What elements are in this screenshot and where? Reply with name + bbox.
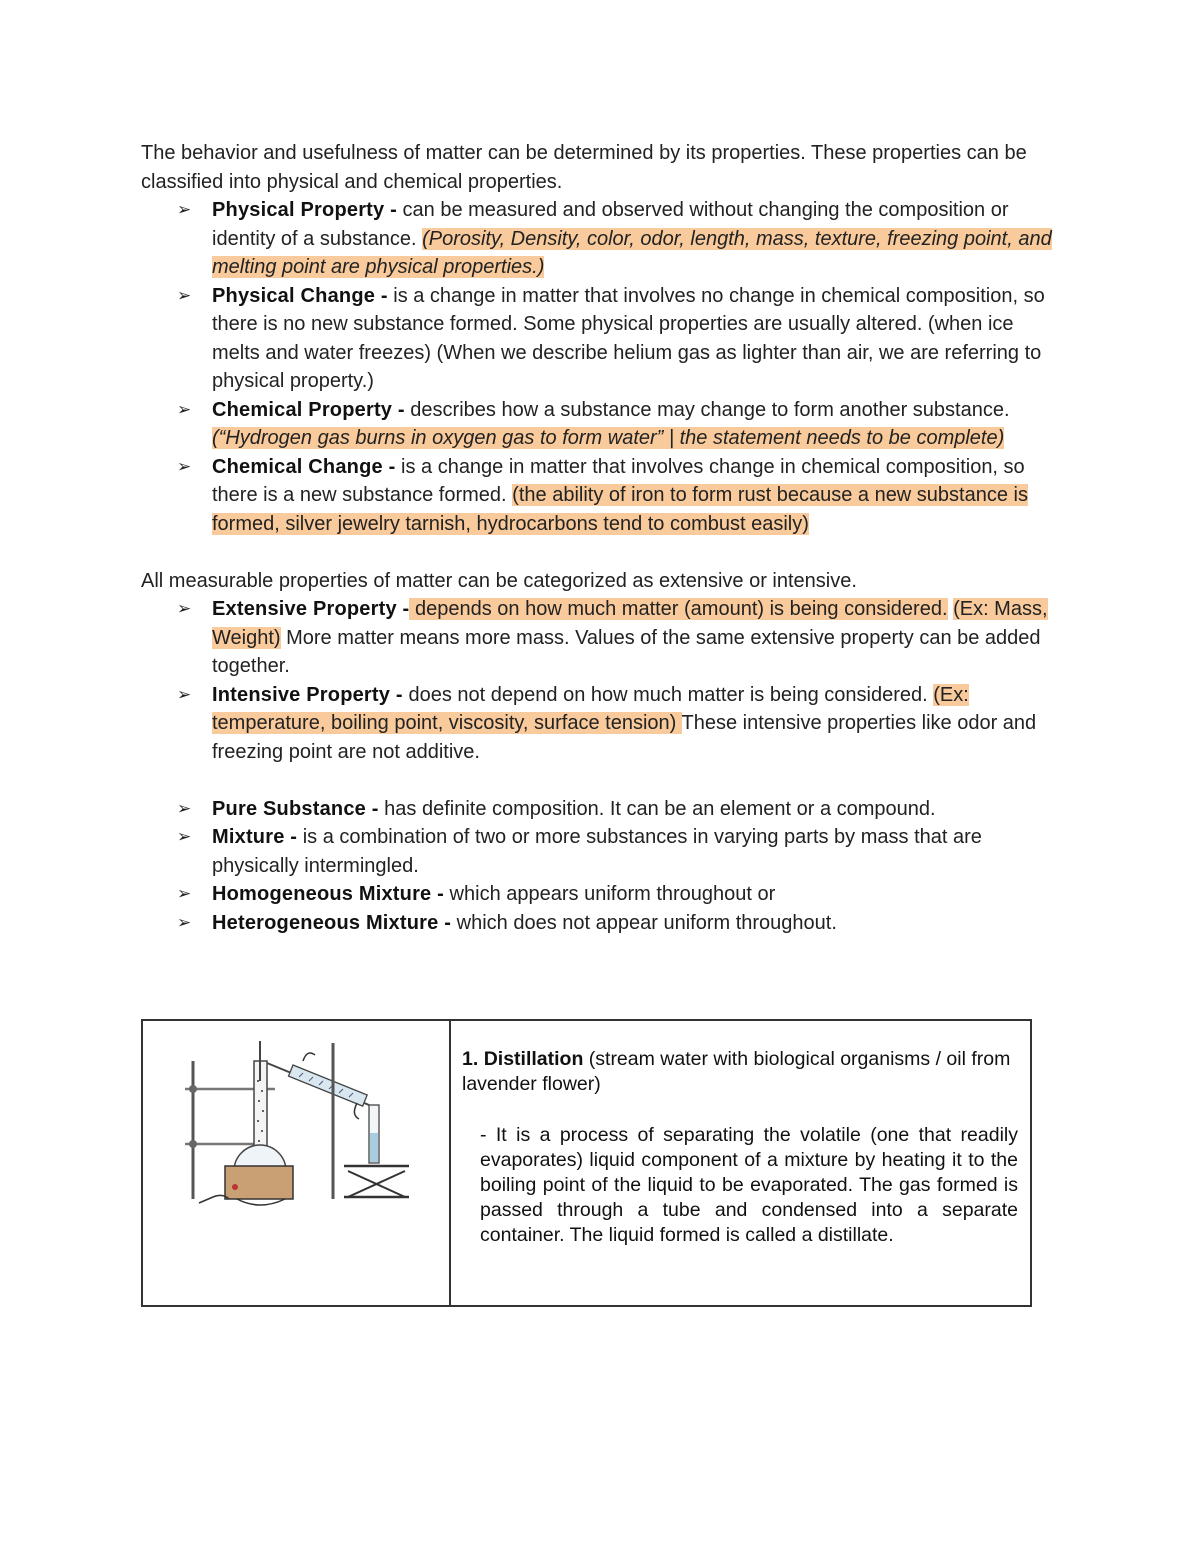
definition: has definite composition. It can be an element or a compound.: [378, 797, 936, 820]
term: Chemical Property -: [212, 398, 405, 421]
distillation-apparatus-illustration: [143, 1021, 449, 1300]
list-item: [141, 595, 1061, 681]
definition: is a combination of two or more substances in varying parts by mass that are physically intermingled.: [212, 826, 982, 877]
list-item: [141, 681, 1061, 767]
definition-highlight: depends on how much matter (amount) is being considered.: [409, 598, 948, 620]
extensive-intensive-list: [141, 595, 1061, 766]
term: Mixture -: [212, 826, 298, 848]
list-item: [141, 880, 1061, 909]
measurable-paragraph: All measurable properties of matter can be categorized as extensive or intensive.: [141, 569, 857, 592]
term: Pure Substance -: [212, 797, 379, 820]
definition: can be measured and observed without changing the composition or identity of a substance.: [212, 199, 1009, 250]
definition: which does not appear uniform throughout.: [451, 911, 837, 934]
term: Heterogeneous Mixture -: [212, 911, 452, 934]
arrow-bullet-icon: ➢: [177, 912, 192, 932]
arrow-bullet-icon: ➢: [177, 827, 192, 846]
term: Physical Change -: [212, 284, 388, 307]
list-item: [141, 282, 1061, 396]
definition: is a change in matter that involves change in chemical composition, so there is a new substance formed.: [212, 455, 1025, 506]
arrow-bullet-icon: ➢: [177, 599, 192, 618]
list-item: [141, 823, 1061, 880]
list-item: [141, 196, 1061, 282]
arrow-bullet-icon: ➢: [177, 200, 192, 219]
document-body: [141, 139, 1061, 937]
list-item: [141, 909, 1061, 938]
arrow-bullet-icon: ➢: [177, 399, 192, 419]
term: Intensive Property -: [212, 683, 409, 706]
example-highlight: (the ability of iron to form rust because a new substance is formed, silver jewelry tarnish, hydrocarbons tend to combust easily): [212, 484, 1028, 535]
example-highlight: (Ex: Mass, Weight): [212, 598, 1048, 649]
distillation-text-cell: [450, 1020, 1031, 1306]
arrow-bullet-icon: ➢: [177, 456, 192, 476]
arrow-bullet-icon: ➢: [177, 684, 192, 704]
definition: describes how a substance may change to form another substance.: [404, 398, 1010, 421]
arrow-bullet-icon: ➢: [177, 285, 192, 305]
list-item: [141, 453, 1061, 539]
distillation-description: - It is a process of separating the volatile (one that readily evaporates) liquid component of a mixture by heating it to the boiling point of the liquid to be evaporated. The gas formed is passed through a tube and condensed into a separate container. The liquid formed is called a distillate.: [480, 1124, 1018, 1246]
distillation-number: 1.: [462, 1048, 479, 1070]
intro-paragraph: The behavior and usefulness of matter can be determined by its properties. These properties can be classified into physical and chemical properties.: [141, 142, 1027, 193]
example-highlight: (Porosity, Density, color, odor, length, mass, texture, freezing point, and melting point are physical properties.): [212, 227, 1052, 278]
distillation-title: Distillation: [483, 1048, 584, 1070]
distillation-image-cell: [142, 1020, 450, 1306]
definition-rest: These intensive properties like odor and freezing point are not additive.: [212, 712, 1037, 763]
term: Physical Property -: [212, 199, 397, 221]
definition-rest: More matter means more mass. Values of the same extensive property can be added together.: [212, 626, 1041, 677]
properties-list: [141, 196, 1061, 538]
distillation-table: [141, 1019, 1032, 1307]
arrow-bullet-icon: ➢: [177, 884, 192, 903]
example-highlight: (Ex: temperature, boiling point, viscosity, surface tension): [212, 683, 969, 734]
term: Homogeneous Mixture -: [212, 883, 444, 905]
substance-list: [141, 795, 1061, 938]
list-item: [141, 396, 1061, 453]
term: Extensive Property -: [212, 598, 410, 620]
definition: is a change in matter that involves no change in chemical composition, so there is no new substance formed. Some physical properties are usually altered. (when ice melts and water freezes) (When we describe helium gas as lighter than air, we are referring to physical property.): [212, 284, 1045, 392]
definition: which appears uniform throughout or: [444, 883, 776, 905]
list-item: [141, 795, 1061, 824]
example-highlight: (“Hydrogen gas burns in oxygen gas to form water” | the statement needs to be complete): [212, 427, 1005, 449]
term: Chemical Change -: [212, 455, 396, 478]
distillation-heading: [462, 1047, 1018, 1097]
arrow-bullet-icon: ➢: [177, 798, 192, 818]
distillation-subtitle: (stream water with biological organisms / oil from lavender flower): [462, 1048, 1011, 1095]
definition: does not depend on how much matter is being considered.: [408, 683, 928, 706]
